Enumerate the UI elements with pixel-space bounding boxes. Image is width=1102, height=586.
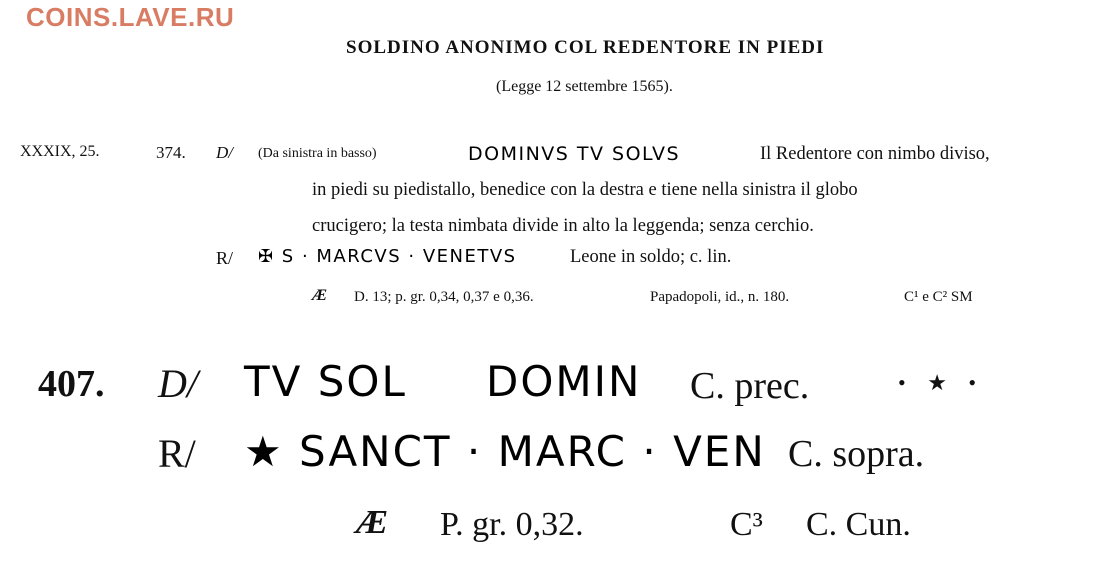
description-line: Il Redentore con nimbo diviso, — [760, 144, 990, 164]
reverse-symbol: R/ — [158, 431, 196, 476]
obverse-legend-part: TV SOL — [244, 357, 407, 406]
legend-direction: (Da sinistra in basso) — [258, 146, 377, 161]
metal-symbol: Æ — [312, 287, 328, 304]
plate-reference: XXXIX, 25. — [20, 143, 100, 160]
obverse-symbol: D/ — [158, 361, 198, 406]
page-title: SOLDINO ANONIMO COL REDENTORE IN PIEDI — [346, 37, 825, 58]
collection-mark: C³ — [730, 506, 763, 543]
reverse-note: C. sopra. — [788, 433, 925, 475]
source-citation: Papadopoli, id., n. 180. — [650, 289, 790, 305]
obverse-note: C. prec. — [690, 365, 810, 407]
description-line: in piedi su piedistallo, benedice con la destra e tiene nella sinistra il globo — [312, 180, 858, 200]
description-line: crucigero; la testa nimbata divide in alto la leggenda; senza cerchio. — [312, 216, 814, 236]
metal-symbol: Æ — [356, 504, 389, 541]
watermark: COINS.LAVE.RU — [26, 2, 235, 32]
reverse-description: Leone in soldo; c. lin. — [570, 247, 732, 267]
collections: C¹ e C² SM — [904, 289, 973, 305]
reverse-legend: ✠ S · MARCVS · VENETVS — [258, 246, 517, 267]
coin-details: D. 13; p. gr. 0,34, 0,37 e 0,36. — [354, 289, 534, 305]
law-reference: (Legge 12 settembre 1565). — [496, 78, 673, 95]
entry-number: 407. — [38, 363, 105, 405]
obverse-symbol: D/ — [216, 143, 233, 162]
reverse-symbol: R/ — [216, 248, 234, 268]
coin-weight: P. gr. 0,32. — [440, 506, 584, 543]
obverse-legend-part: DOMIN — [486, 357, 642, 406]
collection-name: C. Cun. — [806, 506, 911, 543]
obverse-legend: DOMINVS TV SOLVS — [468, 143, 681, 165]
stars-ornament: • ★ • — [898, 370, 985, 395]
reverse-legend: ★ SANCT · MARC · VEN — [244, 427, 766, 476]
entry-number: 374. — [156, 143, 186, 162]
